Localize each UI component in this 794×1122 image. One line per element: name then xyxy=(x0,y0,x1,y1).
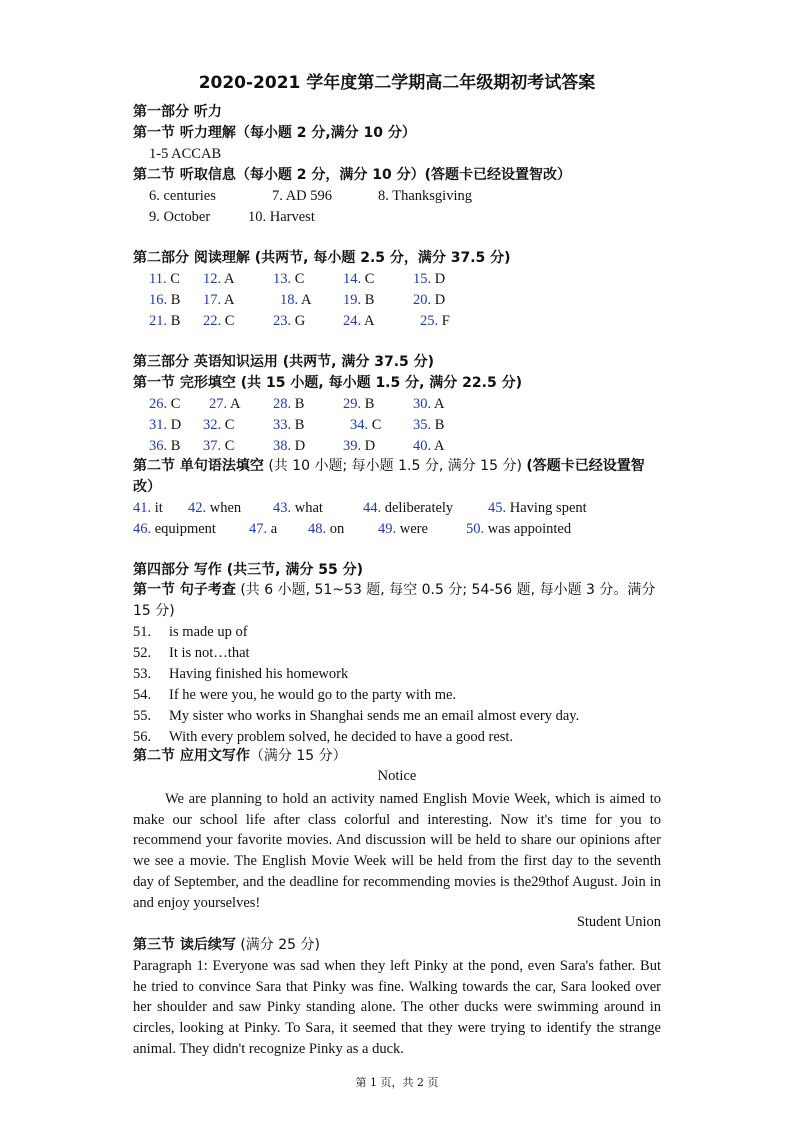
continuation-paragraph-1: Paragraph 1: Everyone was sad when they left Pinky at the pond, even Sara's father. But he tried to convince Sara that Pinky was fine. Walking towards the car, Sara looked over her shoulder and saw Pinky standing alone. The other ducks were swimming around in circles, looking at Pinky. To Sara, it seemed that they were trying to identify the strange animal. They didn't recognize Pinky as a duck. xyxy=(133,958,661,1057)
cloze-number: 40. xyxy=(413,438,432,454)
grammar-item xyxy=(249,519,277,539)
grammar-number: 46. xyxy=(133,521,152,537)
grammar-item xyxy=(188,498,241,518)
grammar-answer: when xyxy=(206,500,242,516)
cloze-answer: C xyxy=(368,417,382,433)
notice-title: Notice xyxy=(377,768,417,784)
reading-answer: A xyxy=(361,313,375,329)
answer-6: 6. centuries xyxy=(149,188,216,204)
grammar-answer: what xyxy=(291,500,323,516)
reading-number: 16. xyxy=(149,292,168,308)
sentence-answer: is made up of xyxy=(169,624,248,640)
part4-sec2-detail: （满分 15 分） xyxy=(249,748,347,764)
cloze-answer: D xyxy=(167,417,182,433)
reading-answer: C xyxy=(221,313,235,329)
page-title: 2020-2021 学年度第二学期高二年级期初考试答案 xyxy=(198,73,596,93)
grammar-number: 45. xyxy=(488,500,507,516)
cloze-answer: D xyxy=(291,438,306,454)
cloze-item xyxy=(149,415,181,435)
cloze-item xyxy=(203,436,234,456)
sentence-answer: With every problem solved, he decided to have a good rest. xyxy=(169,729,514,745)
reading-answer: A xyxy=(221,271,235,287)
cloze-number: 38. xyxy=(273,438,292,454)
reading-item xyxy=(343,269,374,289)
part4-heading: 第四部分 写作 (共三节, 满分 55 分) xyxy=(133,562,363,578)
part3-sec2-heading xyxy=(133,456,663,498)
grammar-number: 41. xyxy=(133,500,152,516)
cloze-item xyxy=(343,436,375,456)
reading-item xyxy=(149,311,180,331)
reading-answer: B xyxy=(361,292,375,308)
grammar-answer: deliberately xyxy=(381,500,454,516)
cloze-item xyxy=(413,394,444,414)
cloze-number: 34. xyxy=(350,417,369,433)
cloze-item xyxy=(343,394,374,414)
reading-item xyxy=(343,311,374,331)
cloze-number: 28. xyxy=(273,396,292,412)
reading-item xyxy=(203,290,234,310)
part1-sec1-answers: 1-5 ACCAB xyxy=(149,146,222,162)
cloze-item xyxy=(413,415,444,435)
reading-item xyxy=(203,311,234,331)
reading-number: 18. xyxy=(280,292,299,308)
sentence-number: 52. xyxy=(133,645,152,661)
answer-9: 9. October xyxy=(149,209,211,225)
cloze-item xyxy=(273,415,304,435)
reading-answer: B xyxy=(167,292,181,308)
cloze-item xyxy=(149,436,180,456)
cloze-answer: B xyxy=(431,417,445,433)
part3-sec2-note: (答题卡已经设置智改） xyxy=(133,458,645,495)
part4-sec2-title: 第二节 应用文写作 xyxy=(133,748,250,764)
cloze-answer: B xyxy=(167,438,181,454)
cloze-answer: A xyxy=(431,396,445,412)
cloze-answer: C xyxy=(221,438,235,454)
reading-item xyxy=(203,269,234,289)
grammar-item xyxy=(378,519,428,539)
sentence-number: 51. xyxy=(133,624,152,640)
cloze-item xyxy=(149,394,180,414)
reading-number: 25. xyxy=(420,313,439,329)
cloze-number: 39. xyxy=(343,438,362,454)
reading-answer: A xyxy=(298,292,312,308)
cloze-number: 32. xyxy=(203,417,222,433)
reading-number: 21. xyxy=(149,313,168,329)
part3-sec1-heading: 第一节 完形填空 (共 15 小题, 每小题 1.5 分, 满分 22.5 分) xyxy=(133,375,522,391)
grammar-item xyxy=(363,498,453,518)
cloze-number: 31. xyxy=(149,417,168,433)
answer-10: 10. Harvest xyxy=(248,209,315,225)
reading-item xyxy=(273,269,304,289)
part2-heading: 第二部分 阅读理解 (共两节, 每小题 2.5 分，满分 37.5 分) xyxy=(133,250,511,266)
grammar-item xyxy=(308,519,344,539)
cloze-item xyxy=(209,394,240,414)
sentence-number: 55. xyxy=(133,708,152,724)
grammar-item xyxy=(488,498,587,518)
cloze-answer: B xyxy=(291,396,305,412)
reading-answer: C xyxy=(166,271,180,287)
part1-sec2-heading: 第二节 听取信息（每小题 2 分，满分 10 分）(答题卡已经设置智改） xyxy=(133,167,571,183)
grammar-answer: were xyxy=(396,521,428,537)
answer-7: 7. AD 596 xyxy=(272,188,333,204)
reading-item xyxy=(149,290,180,310)
grammar-item xyxy=(273,498,323,518)
cloze-item xyxy=(273,394,304,414)
cloze-number: 30. xyxy=(413,396,432,412)
reading-item xyxy=(413,269,445,289)
grammar-number: 50. xyxy=(466,521,485,537)
cloze-number: 36. xyxy=(149,438,168,454)
grammar-answer: Having spent xyxy=(506,500,587,516)
grammar-number: 42. xyxy=(188,500,207,516)
reading-number: 17. xyxy=(203,292,222,308)
cloze-answer: D xyxy=(361,438,376,454)
cloze-number: 35. xyxy=(413,417,432,433)
cloze-answer: A xyxy=(431,438,445,454)
reading-answer: B xyxy=(167,313,181,329)
sentence-answer: If he were you, he would go to the party with me. xyxy=(169,687,457,703)
reading-number: 15. xyxy=(413,271,432,287)
grammar-item xyxy=(466,519,571,539)
grammar-answer: on xyxy=(326,521,345,537)
part3-sec2-title: 第二节 单句语法填空 xyxy=(133,458,264,474)
grammar-answer: a xyxy=(267,521,278,537)
sentence-number: 54. xyxy=(133,687,152,703)
part4-sec1-detail: (共 6 小题, 51~53 题, 每空 0.5 分; 54-56 题, 每小题 3 分。满分 15 分) xyxy=(133,582,656,619)
reading-number: 23. xyxy=(273,313,292,329)
grammar-number: 48. xyxy=(308,521,327,537)
notice-body: We are planning to hold an activity named English Movie Week, which is aimed to make our school life after class colorful and interesting. Now it's time for you to recommend your favorite movies. And discussion will be held to share our opinions after we see a movie. The English Movie Week will be held from the first day to the seventh day of September, and the deadline for recommending movies is the29thof August. Join in and enjoy yourselves! xyxy=(133,791,661,911)
cloze-item xyxy=(273,436,305,456)
grammar-number: 44. xyxy=(363,500,382,516)
reading-answer: G xyxy=(291,313,306,329)
grammar-number: 43. xyxy=(273,500,292,516)
cloze-answer: C xyxy=(221,417,235,433)
reading-item xyxy=(343,290,374,310)
sentence-answer: Having finished his homework xyxy=(169,666,349,682)
reading-answer: C xyxy=(291,271,305,287)
grammar-item xyxy=(133,498,163,518)
sentence-number: 53. xyxy=(133,666,152,682)
reading-answer: D xyxy=(431,292,446,308)
reading-number: 20. xyxy=(413,292,432,308)
cloze-item xyxy=(203,415,234,435)
reading-item xyxy=(273,311,305,331)
reading-number: 22. xyxy=(203,313,222,329)
cloze-number: 33. xyxy=(273,417,292,433)
grammar-number: 49. xyxy=(378,521,397,537)
sentence-answer: My sister who works in Shanghai sends me an email almost every day. xyxy=(169,708,580,724)
cloze-answer: A xyxy=(227,396,241,412)
grammar-answer: was appointed xyxy=(484,521,572,537)
part3-sec2-detail: (共 10 小题; 每小题 1.5 分, 满分 15 分) xyxy=(263,458,527,474)
page-footer: 第 1 页，共 2 页 xyxy=(355,1076,439,1089)
reading-item xyxy=(280,290,311,310)
reading-number: 14. xyxy=(343,271,362,287)
part4-sec2-heading xyxy=(133,746,347,766)
reading-item xyxy=(149,269,180,289)
part3-heading: 第三部分 英语知识运用 (共两节, 满分 37.5 分) xyxy=(133,354,435,370)
part4-sec3-heading xyxy=(133,935,320,955)
cloze-answer: B xyxy=(361,396,375,412)
part1-heading: 第一部分 听力 xyxy=(133,104,222,120)
reading-answer: C xyxy=(361,271,375,287)
reading-number: 24. xyxy=(343,313,362,329)
grammar-answer: equipment xyxy=(151,521,216,537)
reading-answer: A xyxy=(221,292,235,308)
part4-sec1-title: 第一节 句子考查 xyxy=(133,582,236,598)
cloze-number: 37. xyxy=(203,438,222,454)
cloze-answer: C xyxy=(167,396,181,412)
grammar-number: 47. xyxy=(249,521,268,537)
reading-number: 11. xyxy=(149,271,167,287)
answer-8: 8. Thanksgiving xyxy=(378,188,472,204)
reading-number: 13. xyxy=(273,271,292,287)
cloze-item xyxy=(413,436,444,456)
sentence-number: 56. xyxy=(133,729,152,745)
reading-answer: D xyxy=(431,271,446,287)
reading-item xyxy=(420,311,450,331)
cloze-answer: B xyxy=(291,417,305,433)
reading-answer: F xyxy=(438,313,450,329)
part4-sec1-heading xyxy=(133,580,663,622)
part4-sec3-title: 第三节 读后续写 xyxy=(133,937,236,953)
cloze-number: 29. xyxy=(343,396,362,412)
sentence-answer: It is not…that xyxy=(169,645,250,661)
reading-number: 12. xyxy=(203,271,222,287)
grammar-answer: it xyxy=(151,500,163,516)
part1-sec1-heading: 第一节 听力理解（每小题 2 分,满分 10 分） xyxy=(133,125,416,141)
reading-number: 19. xyxy=(343,292,362,308)
cloze-number: 26. xyxy=(149,396,168,412)
cloze-number: 27. xyxy=(209,396,228,412)
part4-sec3-detail: (满分 25 分) xyxy=(235,937,320,953)
grammar-item xyxy=(133,519,216,539)
cloze-item xyxy=(350,415,381,435)
reading-item xyxy=(413,290,445,310)
notice-signature: Student Union xyxy=(576,914,661,930)
